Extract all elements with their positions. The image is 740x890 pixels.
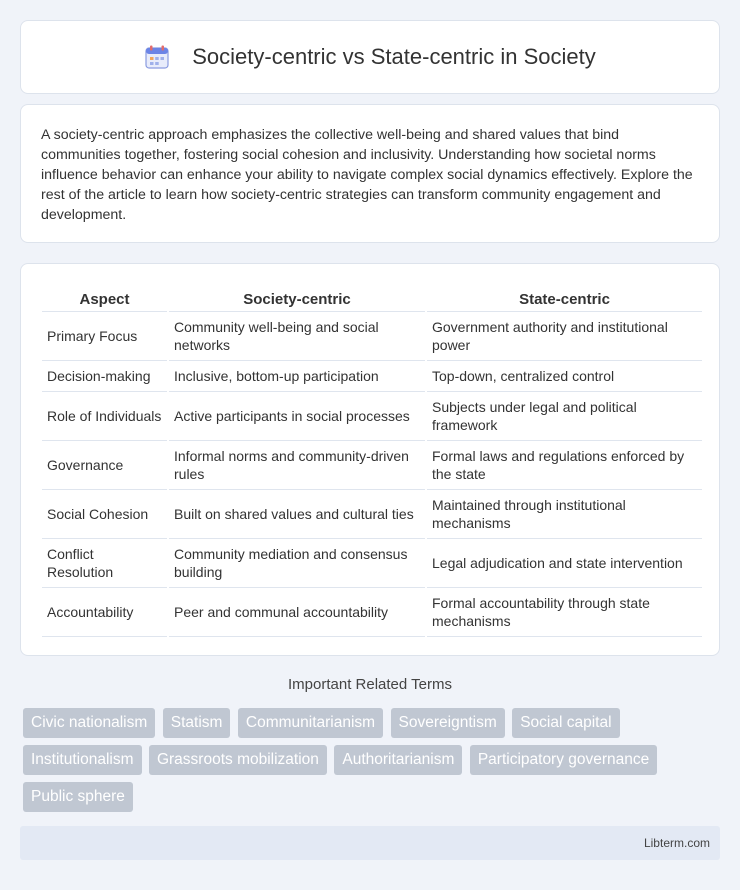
cell-state: Formal laws and regulations enforced by the state [427,441,702,490]
tag-sovereigntism[interactable]: Sovereigntism [391,708,505,738]
tag-social-capital[interactable]: Social capital [512,708,619,738]
tag-public-sphere[interactable]: Public sphere [23,782,133,812]
cell-society: Informal norms and community-driven rules [169,441,425,490]
cell-aspect: Primary Focus [42,312,167,361]
header-card [20,20,720,94]
cell-aspect: Accountability [42,588,167,637]
cell-state: Government authority and institutional power [427,312,702,361]
footer-site-link[interactable]: Libterm.com [643,836,710,850]
table-row [42,588,702,637]
comparison-card [20,263,720,656]
related-terms-title: Important Related Terms [288,676,452,693]
comparison-table [40,284,704,637]
table-row [42,490,702,539]
cell-state: Top-down, centralized control [427,361,702,392]
cell-aspect: Social Cohesion [42,490,167,539]
table-row [42,361,702,392]
page-title [144,44,595,70]
cell-aspect: Role of Individuals [42,392,167,441]
page-title-text: Society-centric vs State-centric in Society [192,44,596,69]
related-terms-list [23,708,723,819]
footer [20,826,720,860]
table-row [42,539,702,588]
cell-society: Community mediation and consensus building [169,539,425,588]
cell-society: Active participants in social processes [169,392,425,441]
header-society-centric: Society-centric [169,284,425,312]
tag-authoritarianism[interactable]: Authoritarianism [334,745,462,775]
tag-participatory-governance[interactable]: Participatory governance [470,745,657,775]
cell-state: Formal accountability through state mechanisms [427,588,702,637]
tag-communitarianism[interactable]: Communitarianism [238,708,383,738]
table-row [42,441,702,490]
cell-state: Legal adjudication and state intervention [427,539,702,588]
cell-state: Subjects under legal and political framework [427,392,702,441]
tag-grassroots-mobilization[interactable]: Grassroots mobilization [149,745,327,775]
calendar-icon [144,44,170,70]
cell-aspect: Decision-making [42,361,167,392]
intro-paragraph: A society-centric approach emphasizes the collective well-being and shared values that bind communities together, fostering social cohesion and inclusivity. Understanding how societal norms influence behavior can enhance your ability to navigate complex social dynamics effectively. Explore the rest of the article to learn how society-centric strategies can transform community engagement and development. [41,127,693,223]
intro-card [20,104,720,243]
header-state-centric: State-centric [427,284,702,312]
cell-aspect: Conflict Resolution [42,539,167,588]
table-row [42,312,702,361]
header-aspect: Aspect [42,284,167,312]
tag-statism[interactable]: Statism [163,708,231,738]
cell-society: Community well-being and social networks [169,312,425,361]
cell-society: Peer and communal accountability [169,588,425,637]
cell-state: Maintained through institutional mechanisms [427,490,702,539]
cell-society: Inclusive, bottom-up participation [169,361,425,392]
table-header-row [42,284,702,312]
tag-institutionalism[interactable]: Institutionalism [23,745,142,775]
tag-civic-nationalism[interactable]: Civic nationalism [23,708,155,738]
cell-society: Built on shared values and cultural ties [169,490,425,539]
cell-aspect: Governance [42,441,167,490]
table-row [42,392,702,441]
